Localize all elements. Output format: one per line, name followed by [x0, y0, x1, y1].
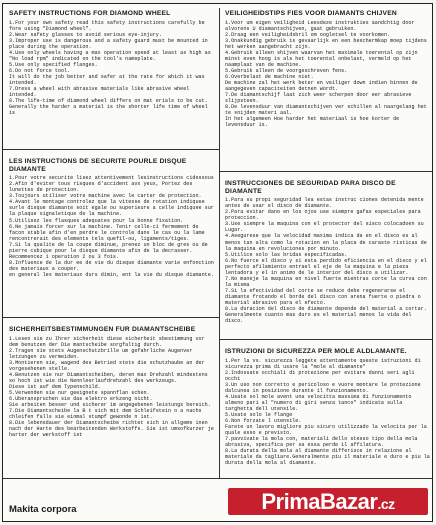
- list-item: 8.De levensduur van diamantschijven ver schillen al naargelang het te snijden materi aal.: [225, 104, 427, 117]
- section-title: INSTRUCCIONES DE SEGURIDAD PARA DISCO DE DIAMANTE: [225, 180, 396, 195]
- section-title: SICHERHEITSBESTIMMUNGEN FUR DIAMANTSCHEIBE: [9, 326, 196, 333]
- list-item: 4.Benutzen sie nur Diamantscheiben, deren max Drehzahl mindestens so hoch ist wie die Nennleerlaufdrehzahl des werkzeugs.: [9, 371, 208, 384]
- list-item: 6.Overbelast de machine niet.: [225, 74, 314, 81]
- list-item: 8.The life-time of diamond wheel differs on mat erials to be cut. Generally the harder a material is the shorter life time of wheel is: [9, 98, 208, 117]
- list-item: 3.Montieren sie, wagend des Betried stets die schutzhaube an der vorgesehenen stelle.: [9, 359, 205, 372]
- section-divider: [3, 317, 219, 318]
- list-item: 7.pavvivate la mola con, materiali dello stesso tipo della mola abrasiva, specifica per sa essa perde il affilatura.: [225, 436, 418, 449]
- list-item: 5.Verwenden sie nur geeignete spannflan schen.: [9, 390, 150, 397]
- section-nl: [225, 10, 432, 128]
- list-item: In het algemeen Hoe harder het materiaal is hoe korter de levensduur is.: [225, 116, 400, 129]
- instruction-sheet: [2, 3, 433, 522]
- list-item: 1.Para su propi seguridad lea estas instruc ciones detenida mente antes de usar el disco de diamante.: [225, 197, 424, 210]
- list-item: 2.Para evitar dano en los ojos use siempre gafas especiales para proteccion.: [225, 209, 421, 222]
- section-title: SAFETY INSTRUCTIONS FOR DIAMOND WHEEL: [9, 10, 171, 17]
- watermark-logo: [228, 488, 428, 515]
- list-item: 2.Afin d'eviter tous risques d'accident avx yeux, Portez des lunettes de protection.: [9, 181, 193, 194]
- list-item: 3.Improper use is dangerous and a safety guard must be mounted in place during the operation.: [9, 37, 208, 50]
- list-item: 3.Toujours utiliser votre machine avec le carter de protection.: [9, 193, 202, 200]
- list-item: 2.Indossate occhiali di protezione per evitare danni seri agli occhi: [225, 369, 415, 382]
- list-item: 7.No maneje la maquina en nivel fuerte mientras corte la curva con la misma: [225, 275, 427, 288]
- section-it: [225, 348, 432, 466]
- section-divider: [3, 149, 219, 150]
- list-item: 1.Lesen sie zu Ihrer sicherheit diese sicherheit sbestimmung vor dem benutzen der Die mantscheibe sorgfaltig durch.: [9, 335, 205, 348]
- list-item: 1.Per la vs. sicurezza leggete attentamente queste istruzioni di sicurezza prima di usare la "mole al diamante": [225, 357, 421, 370]
- list-item: Diese ist auf dem Typenschild.: [9, 383, 101, 390]
- section-fr: [9, 158, 216, 278]
- list-item: Farete un lavoro migliore piu sicuro utilizzado la velocita per la quale esso e previsto.: [225, 424, 427, 437]
- list-item: Sie arbeiten besser und sicherer im angegebenen leistungs bereich.: [9, 402, 211, 409]
- list-item: 5.Usate solo le flange: [225, 412, 293, 419]
- list-item: 4.Asegurese que la velocidad maxima indica da en el disco es al menos tan alta como la rotacion en la placa de caraste risticas de la maquina en revoluciones por minuto.: [225, 233, 427, 252]
- list-item: 7.De diamantschijf laat zich weer scherpen door eer abrasieve slijpsteen.: [225, 92, 412, 105]
- section-title: VEILIGHEIDSTIPS FIES VOOR DIAMANTS CHIJVEN: [225, 10, 397, 17]
- section-de: [9, 326, 216, 438]
- section-divider: [219, 171, 433, 172]
- watermark-name: PrimaBazar: [261, 489, 378, 514]
- list-item: 6.No fuerce el disco y si esta perdido eficiencia en el disco y el perfecto afilamiento entrael el eje de la maquina e la pieza lentadora y el in animo de le interior del disco a utilizar.: [225, 257, 427, 276]
- list-item: 8.Die lebensdauer der Diamantscheibe richtet sich in allgeme inen nach der Harte des bearbeitenden Werkstoffs. Sie ist umsofkurzer je harter der werkstoff ist: [9, 420, 214, 439]
- section-divider: [219, 339, 433, 340]
- list-item: De machine zal het werk beter en veiliger down indien binnen de aangegeven capaciteiten detnen wordt.: [225, 80, 418, 93]
- list-item: 5.Utilisez les flasques adequates pour la bonne fixation.: [9, 217, 184, 224]
- list-item: 8.La durata della mola al diamante differisce in relazione al materiale da tagliare.Generalmente piu il materiale e duro e piu la durata della mola al diamante.: [225, 448, 430, 467]
- section-en: [9, 10, 216, 116]
- list-item: 7.Si la efectividad del corte se reduce debe regenerarse el diamante frotando el borde del disco con arena fuerte o piedra o material abrasivo para el efecto.: [225, 287, 421, 306]
- column-divider: [219, 8, 220, 478]
- list-item: 3.Onakkundig gebruik is gevaarlijk en een beschermkap moep tijdens het werken aangebracht zijn.: [225, 37, 427, 50]
- section-title: LES INSTRUCTIONS DE SECURITE POURLE DISQUE DIAMANTE: [9, 158, 187, 173]
- section-title: ISTRUZIONI DI SICUREZZA PER MOLE ALDLAMANTE.: [225, 348, 407, 355]
- company-name: Makita corpora: [9, 504, 77, 515]
- list-item: 6.Do not force tool.: [9, 67, 71, 74]
- list-item: 8.La duracion del disco de diamante depende del material a cortar. Generalmente cuanto mas duro es el material menos la vida del disco.: [225, 306, 427, 325]
- list-item: 6.Non forzate l utensile.: [225, 418, 302, 425]
- list-item: 2.Draag een veiligheidsbril om oogletsel te voorkomen.: [225, 31, 391, 38]
- section-es: [225, 180, 432, 324]
- list-item: 2.Wear safety glasses to avoid serious eye-injury.: [9, 31, 162, 38]
- list-item: 5.Gebruik alleen de voorgeschreven fens.: [225, 67, 348, 74]
- list-item: 7.Die Diamantscheibe la B t sich mit dem Schleifstein o a nachs chleifen falls sie einmal stumpf gewonde n ist.: [9, 408, 202, 421]
- list-item: 3.Use siempre la maquina con el protector del sisco colocadoen su Lugar.: [225, 221, 424, 234]
- watermark-tld: .cz: [377, 496, 395, 512]
- list-item: 4.Use only wheels having a max operation speed at least as high as "No load rpm" indicated on the tool's nameplate.: [9, 49, 211, 62]
- list-item: 2.Tragen sie stets Augenschutzbrille um gefahrliche Augenver letzungen zu vermeiden.: [9, 347, 193, 360]
- list-item: 4.Usate sol mole avent una velocitta massima di funzionamento almeno pari al "numero di giri senza tanco" indicata sulla targhetta dell utensile.: [225, 393, 412, 412]
- list-item: 1.For your own safety read this safety instructions carefully be fore using "Diamond wheel".: [9, 19, 205, 32]
- list-item: 7.Si la qualite de la coupe diminue, prenez un bloc de gres ou de pierre cubique pour le disque diamante afin de la decrasser. Recommencez 1 operation 2 ou 3 fois.: [9, 241, 208, 260]
- list-item: 1.Voor um eigen veiligheid Leesdeze instrukties aandchtig door alvorens U diamantschijven, gaat gebruiken.: [225, 19, 415, 32]
- section-divider: [3, 478, 433, 479]
- list-item: 7.Dress a wheel with abrasive materials like abrasive wheel intended.: [9, 86, 190, 99]
- list-item: 4.Avant le montage controlez que la vitesse de rotation indiquee surle disque diamante soit egale ou superieure a celle indiquee sur la plaque signaletique de la machine.: [9, 199, 214, 218]
- list-item: 6.Uberanspruchen sie das elektro erkzeng nicht.: [9, 396, 153, 403]
- list-item: 5.Use only specified flanges.: [9, 61, 98, 68]
- list-item: 8.Influence de la dur ee de vie du disque diamante varie enfonction des materiaux a couper.: [9, 259, 214, 272]
- list-item: 3.Un uso non corretto e pericoloso e vuore montare le protezione dalcunea in posizione durante il funzionamento.: [225, 381, 421, 394]
- list-item: en general les materiaux durs dimin, ent la vie du disque diamante.: [9, 271, 214, 278]
- list-item: 4.Gebruik alleen shijven waarvan het maximale toerental op zijn minst even hoog is als het toerental onbelast, vermeld op het naamplaat van de machine.: [225, 49, 418, 68]
- list-item: 1.Pour votre securite lisez attentivement lesinstructions cidessous: [9, 175, 214, 182]
- list-item: It will do the job better and safer at the rate for which it was intended.: [9, 74, 205, 87]
- list-item: 6.Ne jamais forcer sur la machine. Tenir celle-ci fermement de facon stable afin d'en perdre le controle dans le cas ou la lame rencontrerait des elements tels quefil-ou, ligaments/tiges.: [9, 223, 205, 242]
- list-item: 5.Utilice solo las bridas especificadas.: [225, 251, 348, 258]
